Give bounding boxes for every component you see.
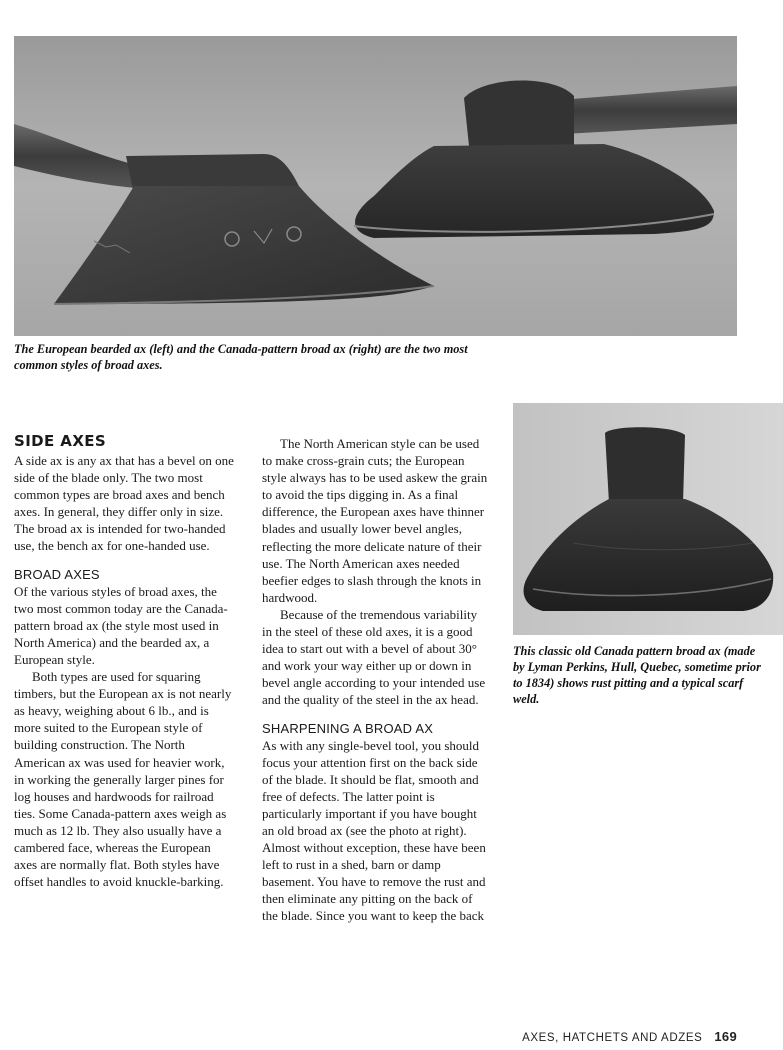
page-footer xyxy=(522,1029,737,1044)
paragraph-side-axes-intro: A side ax is any ax that has a bevel on one side of the blade only. The two most common types are broad axes and bench axes. In general, they differ only in size. The broad ax is intended for two-handed use, the bench ax for one-handed use. xyxy=(14,453,234,554)
paragraph-broad-axes-1: Of the various styles of broad axes, the two most common today are the Canada-pattern broad ax (the style most used in North America) and the bearded ax, a European style. xyxy=(14,583,228,667)
paragraph-sharpening-1: As with any single-bevel tool, you should focus your attention first on the back side of the blade. It should be flat, smooth and free of defects. The latter point is particularly important if you have bought an old broad ax (see the photo at right). Almost without exception, these have been left to rust in a shed, barn or damp basement. You have to remove the rust and then eliminate any pitting on the back of the blade. Since you want to keep the back xyxy=(262,737,486,924)
running-title: AXES, HATCHETS AND ADZES xyxy=(522,1032,703,1044)
subheading-broad-axes: BROAD AXES xyxy=(14,566,100,582)
paragraph-broad-axes-4: Because of the tremendous variability in the steel of these old axes, it is a good idea to start out with a bevel of about 30° and work your way either up or down in bevel angle according to your intended use and the quality of the steel in the ax head. xyxy=(262,606,486,708)
paragraph-broad-axes-2: Both types are used for squaring timbers, but the European ax is not nearly as heavy, weighing about 6 lb., and is more suited to the European style of building construction. The North American ax was used for heavier work, in working the generally larger pines for log houses and hardwoods for railroad ties. Some Canada-pattern axes weigh as much as 12 lb. They also usually have a cambered face, whereas the European axes are normally flat. Both styles have offset handles to avoid knuckle-barking. xyxy=(14,669,232,890)
photo-caption-broad-axes: The European bearded ax (left) and the Canada-pattern broad ax (right) are the two most common styles of broad axes. xyxy=(14,342,468,372)
paragraph-broad-axes-3: The North American style can be used to make cross-grain cuts; the European style always has to be used askew the grain to avoid the tips digging in. As a final difference, the European axes have thinner blades and usually lower bevel angles, reflecting the more delicate nature of their use. The North American axes needed beefier edges to slash through the knots in hardwood. xyxy=(262,436,488,605)
photo-broad-axes xyxy=(14,36,737,336)
page-number: 169 xyxy=(714,1029,737,1044)
section-heading-side-axes: SIDE AXES xyxy=(14,432,107,450)
text-column-left xyxy=(14,432,236,890)
photo-caption-canada-ax: This classic old Canada pattern broad ax (made by Lyman Perkins, Hull, Quebec, sometime prior to 1834) shows rust pitting and a typical scarf weld. xyxy=(513,644,761,706)
text-column-middle xyxy=(262,435,488,925)
photo-canada-pattern-ax xyxy=(513,403,783,635)
subheading-sharpening: SHARPENING A BROAD AX xyxy=(262,720,434,736)
